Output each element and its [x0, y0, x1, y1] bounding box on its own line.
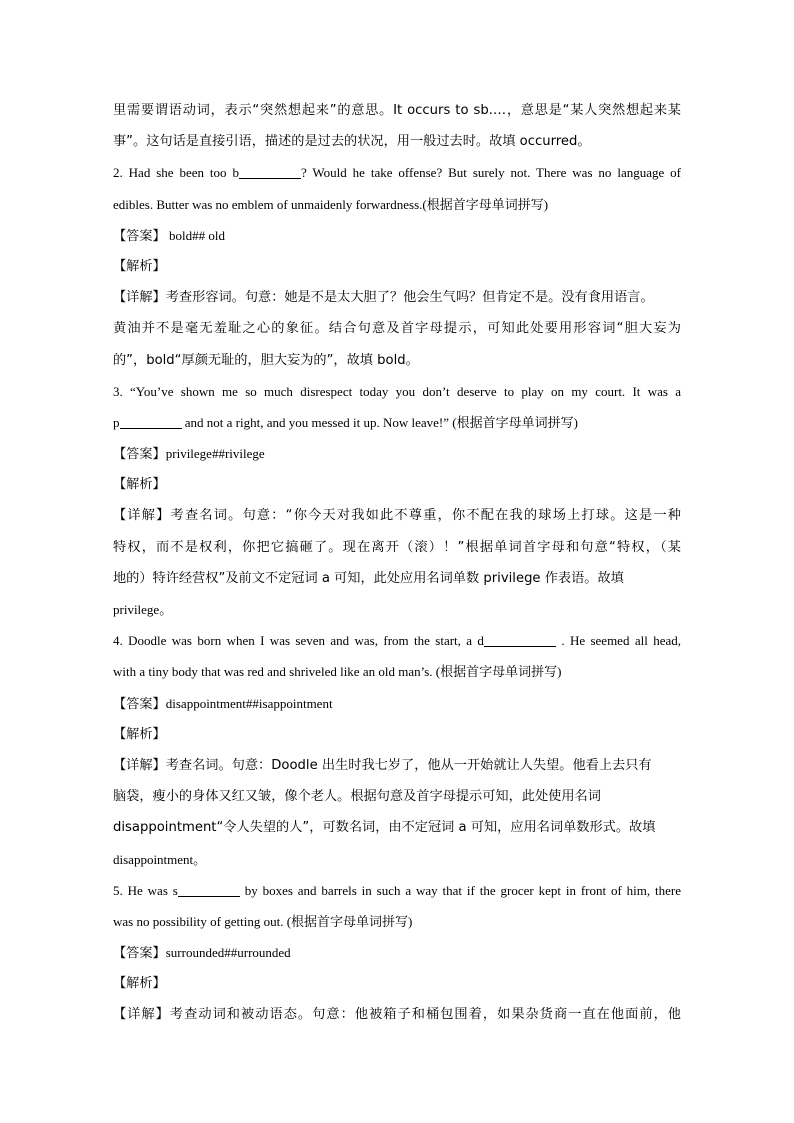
- answer-tag: 【答案】: [113, 696, 166, 712]
- detail-line: 【详解】考查形容词。句意：她是不是太大胆了？他会生气吗？但肯定不是。没有食用语言。: [113, 290, 654, 306]
- detail-line: 特权，而不是权利，你把它搞砸了。现在离开（滚）！”根据单词首字母和句意“特权，（某: [113, 539, 681, 555]
- answer-value: disappointment##isappointment: [165, 695, 333, 711]
- analysis-tag: 【解析】: [113, 976, 166, 992]
- detail-line: 【详解】考查动词和被动语态。句意：他被箱子和桶包围着，如果杂货商一直在他面前，他: [113, 1007, 681, 1023]
- question-4-text-a: 4. Doodle was born when I was seven and was, from the start, a d: [113, 633, 484, 649]
- detail-line: 的”，bold“厚颜无耻的，胆大妄为的”，故填 bold。: [113, 352, 419, 368]
- answer-row: [113, 220, 681, 251]
- question-4-text-b: . He seemed all head,: [555, 633, 681, 649]
- analysis-tag: 【解析】: [113, 258, 166, 274]
- detail-line: 黄油并不是毫无羞耻之心的象征。结合句意及首字母提示，可知此处要用形容词“胆大妄为: [113, 321, 681, 337]
- detail-line: privilege。: [113, 602, 173, 617]
- answer-value: surrounded##urrounded: [165, 945, 291, 961]
- answer-blank: [120, 416, 182, 429]
- question-3-line-2: [113, 407, 681, 438]
- analysis-tag: 【解析】: [113, 477, 166, 493]
- question-2-text-a: 2. Had she been too b: [113, 165, 239, 181]
- answer-row: [113, 937, 681, 968]
- answer-value: privilege##rivilege: [165, 446, 265, 462]
- question-3-line-1: 3. “You’ve shown me so much disrespect today you don’t deserve to play on my court. It was a: [113, 383, 681, 399]
- answer-tag: 【答案】: [113, 228, 166, 244]
- question-3-text-b: and not a right, and you messed it up. Now leave!” (根据首字母单词拼写): [181, 414, 578, 430]
- question-3-text-a: p: [113, 414, 120, 430]
- question-5-text-a: 5. He was s: [113, 882, 178, 898]
- answer-tag: 【答案】: [113, 447, 166, 463]
- answer-tag: 【答案】: [113, 946, 166, 962]
- answer-value: bold## old: [165, 227, 225, 243]
- answer-blank: [484, 634, 556, 647]
- detail-line: 脑袋，瘦小的身体又红又皱，像个老人。根据句意及首字母提示可知，此处使用名词: [113, 789, 601, 805]
- answer-row: [113, 438, 681, 469]
- continuation-line-2: 事”。这句话是直接引语，描述的是过去的状况，用一般过去时。故填 occurred。: [113, 134, 591, 150]
- detail-line: 【详解】考查名词。句意：Doodle 出生时我七岁了，他从一开始就让人失望。他看上去只有: [113, 757, 652, 773]
- analysis-tag: 【解析】: [113, 726, 166, 742]
- answer-blank: [239, 166, 301, 179]
- question-2-text-b: ? Would he take offense? But surely not. There was no language of: [300, 165, 681, 181]
- detail-line: disappointment。: [113, 851, 207, 867]
- question-2-line-2: edibles. Butter was no emblem of unmaidenly forwardness.(根据首字母单词拼写): [113, 196, 549, 212]
- detail-line: 地的）特许经营权”及前文不定冠词 a 可知，此处应用名词单数 privilege 作表语。故填: [113, 570, 624, 586]
- detail-line: 【详解】考查名词。句意：“你今天对我如此不尊重，你不配在我的球场上打球。这是一种: [113, 508, 681, 524]
- question-5-text-b: by boxes and barrels in such a way that if the grocer kept in front of him, there: [239, 882, 682, 898]
- question-5-line-2: was no possibility of getting out. (根据首字母单词拼写): [113, 913, 413, 929]
- question-2-line-1: [113, 157, 681, 188]
- question-4-line-1: [113, 625, 681, 656]
- question-4-line-2: with a tiny body that was red and shriveled like an old man’s. (根据首字母单词拼写): [113, 664, 562, 680]
- continuation-line-1: 里需要谓语动词，表示“突然想起来”的意思。It occurs to sb.…，意思是“某人突然想起来某: [113, 103, 681, 118]
- document-page: [113, 95, 681, 1031]
- question-5-line-1: [113, 875, 681, 906]
- answer-blank: [178, 884, 240, 897]
- detail-line: disappointment“令人失望的人”，可数名词，由不定冠词 a 可知，应用名词单数形式。故填: [113, 820, 656, 836]
- answer-row: [113, 688, 681, 719]
